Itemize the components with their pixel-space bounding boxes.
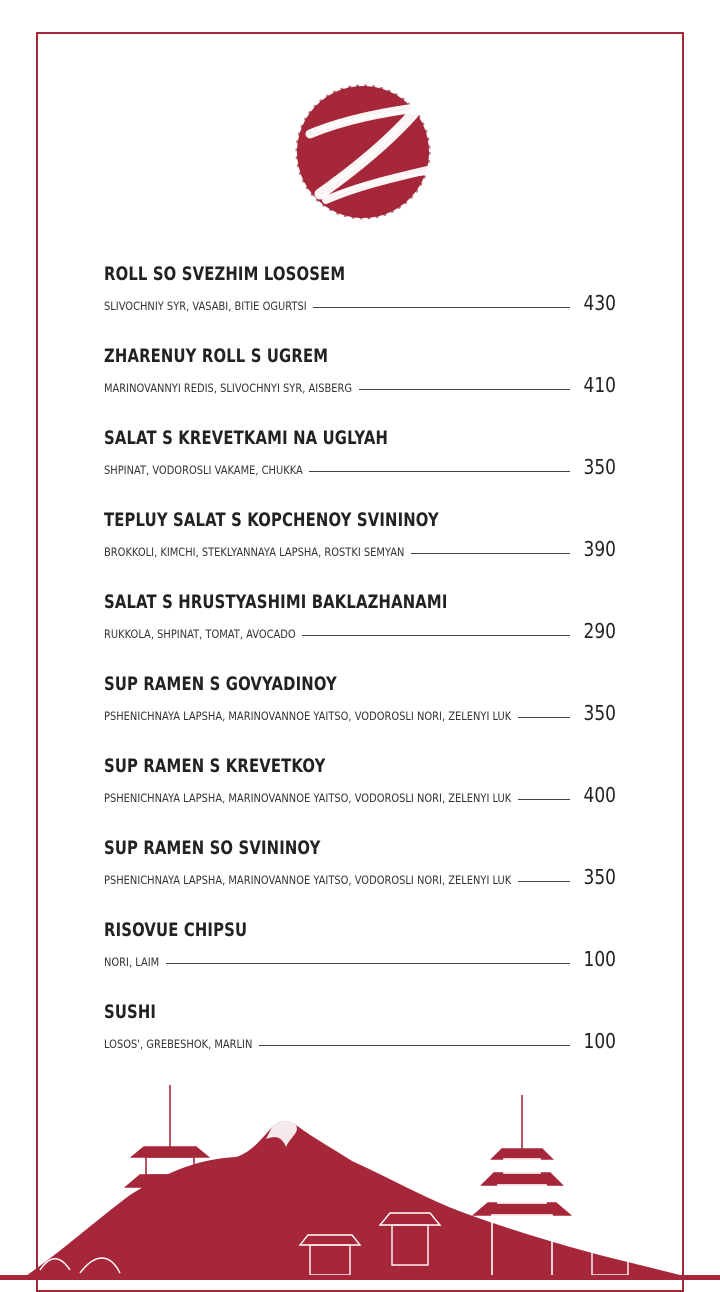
price-leader-line (259, 1045, 570, 1046)
menu-item-name: SALAT S HRUSTYASHIMI BAKLAZHANAMI (104, 591, 448, 613)
price-leader-line (518, 717, 570, 718)
menu-item-name: SUP RAMEN S GOVYADINOY (104, 673, 337, 695)
menu-item (104, 426, 616, 508)
menu-item-description: NORI, LAIM (104, 955, 160, 969)
menu-item-description: PSHENICHNAYA LAPSHA, MARINOVANNOE YAITSO, VODOROSLI NORI, ZELENYI LUK (104, 873, 512, 887)
menu-item-price: 350 (583, 455, 616, 479)
menu-item-price: 390 (583, 537, 616, 561)
menu-item-detail-row (104, 780, 616, 806)
menu-item-price: 430 (583, 291, 616, 315)
price-leader-line (302, 635, 570, 636)
menu-item-name: TEPLUY SALAT S KOPCHENOY SVININOY (104, 509, 439, 531)
menu-item-name: ROLL SO SVEZHIM LOSOSEM (104, 263, 346, 285)
menu-item (104, 918, 616, 1000)
menu-item-detail-row (104, 698, 616, 724)
japanese-landscape-illustration (0, 1075, 720, 1280)
menu-list (104, 262, 616, 1082)
price-leader-line (518, 799, 570, 800)
menu-item (104, 1000, 616, 1082)
menu-item-description: RUKKOLA, SHPINAT, TOMAT, AVOCADO (104, 627, 296, 641)
menu-item-detail-row (104, 534, 616, 560)
menu-item (104, 836, 616, 918)
menu-item-description: LOSOS', GREBESHOK, MARLIN (104, 1037, 253, 1051)
menu-item-detail-row (104, 288, 616, 314)
menu-item-name: SUP RAMEN S KREVETKOY (104, 755, 326, 777)
menu-item-name: ZHARENUY ROLL S UGREM (104, 345, 329, 367)
brush-circle-z-logo (288, 82, 438, 222)
menu-item-name: SUSHI (104, 1001, 157, 1023)
menu-item-detail-row (104, 370, 616, 396)
menu-item-detail-row (104, 862, 616, 888)
price-leader-line (359, 389, 570, 390)
price-leader-line (166, 963, 570, 964)
price-leader-line (313, 307, 570, 308)
menu-item-detail-row (104, 452, 616, 478)
menu-item-description: BROKKOLI, KIMCHI, STEKLYANNAYA LAPSHA, ROSTKI SEMYAN (104, 545, 405, 559)
menu-item-detail-row (104, 1026, 616, 1052)
menu-item-name: RISOVUE CHIPSU (104, 919, 248, 941)
price-leader-line (518, 881, 570, 882)
menu-item-price: 400 (583, 783, 616, 807)
menu-item (104, 508, 616, 590)
menu-item (104, 344, 616, 426)
menu-item-name: SALAT S KREVETKAMI NA UGLYAH (104, 427, 389, 449)
menu-item-price: 100 (583, 1029, 616, 1053)
price-leader-line (309, 471, 570, 472)
menu-item-description: PSHENICHNAYA LAPSHA, MARINOVANNOE YAITSO, VODOROSLI NORI, ZELENYI LUK (104, 791, 512, 805)
menu-item-name: SUP RAMEN SO SVININOY (104, 837, 321, 859)
menu-item-price: 290 (583, 619, 616, 643)
menu-item-price: 350 (583, 865, 616, 889)
menu-item-description: SLIVOCHNIY SYR, VASABI, BITIE OGURTSI (104, 299, 307, 313)
menu-item (104, 262, 616, 344)
menu-item (104, 590, 616, 672)
menu-item-detail-row (104, 944, 616, 970)
menu-item-price: 100 (583, 947, 616, 971)
menu-item-price: 410 (583, 373, 616, 397)
menu-item (104, 672, 616, 754)
menu-item-price: 350 (583, 701, 616, 725)
price-leader-line (411, 553, 570, 554)
menu-item-description: MARINOVANNYI REDIS, SLIVOCHNYI SYR, AISBERG (104, 381, 353, 395)
menu-item-description: PSHENICHNAYA LAPSHA, MARINOVANNOE YAITSO, VODOROSLI NORI, ZELENYI LUK (104, 709, 512, 723)
menu-item (104, 754, 616, 836)
menu-item-description: SHPINAT, VODOROSLI VAKAME, CHUKKA (104, 463, 303, 477)
menu-item-detail-row (104, 616, 616, 642)
